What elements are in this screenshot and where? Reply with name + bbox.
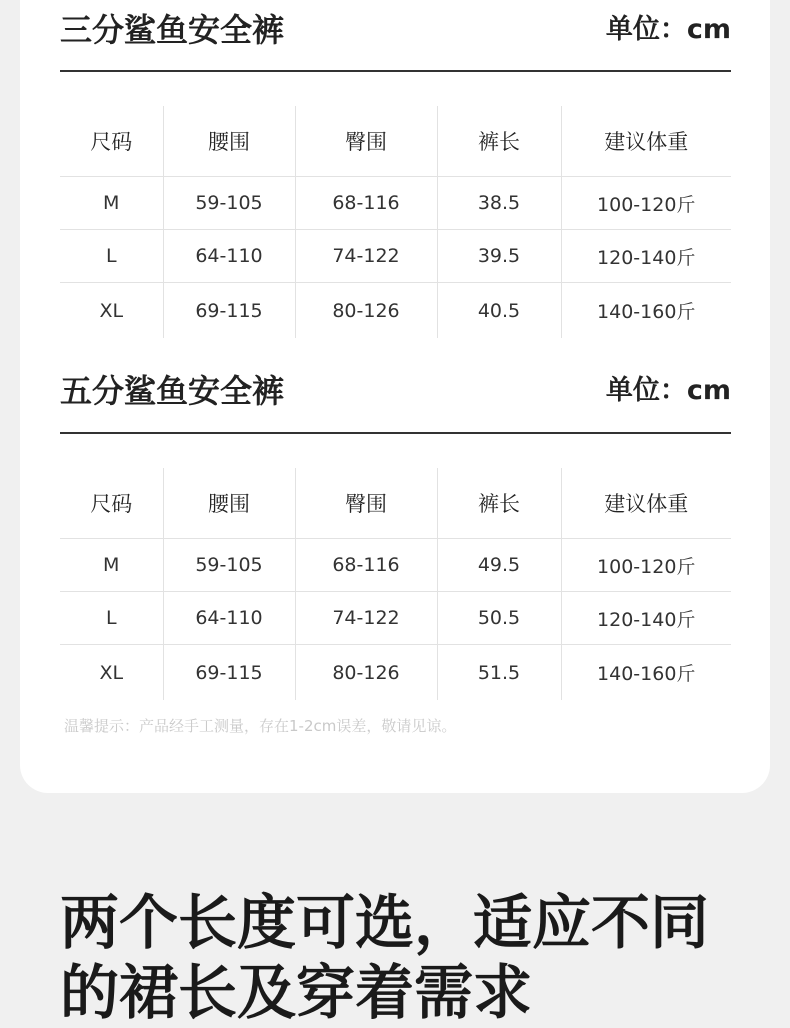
table-header-row xyxy=(60,468,731,539)
size-table xyxy=(60,468,731,700)
col-header: 尺码 xyxy=(60,106,163,177)
table-row xyxy=(60,645,731,701)
col-header: 腰围 xyxy=(163,106,295,177)
col-header: 臀围 xyxy=(295,468,437,539)
table-cell: 80-126 xyxy=(295,645,437,701)
table-row xyxy=(60,230,731,283)
table-cell: L xyxy=(60,592,163,645)
table-cell: 50.5 xyxy=(437,592,561,645)
section-header xyxy=(60,371,731,434)
table-row xyxy=(60,592,731,645)
table-cell: M xyxy=(60,539,163,592)
section-header xyxy=(60,10,731,72)
col-header: 建议体重 xyxy=(561,106,731,177)
table-cell: M xyxy=(60,177,163,230)
col-header: 臀围 xyxy=(295,106,437,177)
table-cell: 59-105 xyxy=(163,539,295,592)
unit-label: 单位：cm xyxy=(605,375,731,406)
table-cell: 69-115 xyxy=(163,283,295,339)
table-cell: 39.5 xyxy=(437,230,561,283)
table-cell: 40.5 xyxy=(437,283,561,339)
table-cell: 68-116 xyxy=(295,177,437,230)
table-cell: 68-116 xyxy=(295,539,437,592)
section-title: 三分鲨鱼安全裤 xyxy=(60,11,285,49)
table-cell: 38.5 xyxy=(437,177,561,230)
table-cell: 80-126 xyxy=(295,283,437,339)
table-cell: 140-160斤 xyxy=(597,301,696,323)
col-header: 腰围 xyxy=(163,468,295,539)
headline-line-2: 的裙长及穿着需求 xyxy=(60,958,533,1027)
table-cell: L xyxy=(60,230,163,283)
table-cell: 100-120斤 xyxy=(561,539,731,592)
table-cell: XL xyxy=(60,283,163,339)
col-header: 裤长 xyxy=(437,106,561,177)
table-cell: 64-110 xyxy=(163,592,295,645)
table-cell: 120-140斤 xyxy=(561,592,731,645)
size-table xyxy=(60,106,731,338)
col-header: 建议体重 xyxy=(561,468,731,539)
measurement-note: 温馨提示：产品经手工测量，存在1-2cm误差，敬请见谅。 xyxy=(64,717,457,735)
table-header-row xyxy=(60,106,731,177)
table-cell: 51.5 xyxy=(437,645,561,701)
col-header: 裤长 xyxy=(437,468,561,539)
table-cell: XL xyxy=(60,645,163,701)
table-cell: 59-105 xyxy=(163,177,295,230)
table-cell: 100-120斤 xyxy=(561,177,731,230)
unit-label: 单位：cm xyxy=(605,14,731,45)
table-row xyxy=(60,539,731,592)
table-row xyxy=(60,283,731,339)
table-cell: 140-160斤 xyxy=(597,663,696,685)
table-cell: 74-122 xyxy=(295,230,437,283)
table-cell: 120-140斤 xyxy=(561,230,731,283)
col-header: 尺码 xyxy=(60,468,163,539)
table-cell: 74-122 xyxy=(295,592,437,645)
headline-line-1: 两个长度可选，适应不同 xyxy=(60,888,710,957)
table-cell: 69-115 xyxy=(163,645,295,701)
table-row xyxy=(60,177,731,230)
section-title: 五分鲨鱼安全裤 xyxy=(60,372,285,410)
table-cell: 49.5 xyxy=(437,539,561,592)
table-cell: 64-110 xyxy=(163,230,295,283)
